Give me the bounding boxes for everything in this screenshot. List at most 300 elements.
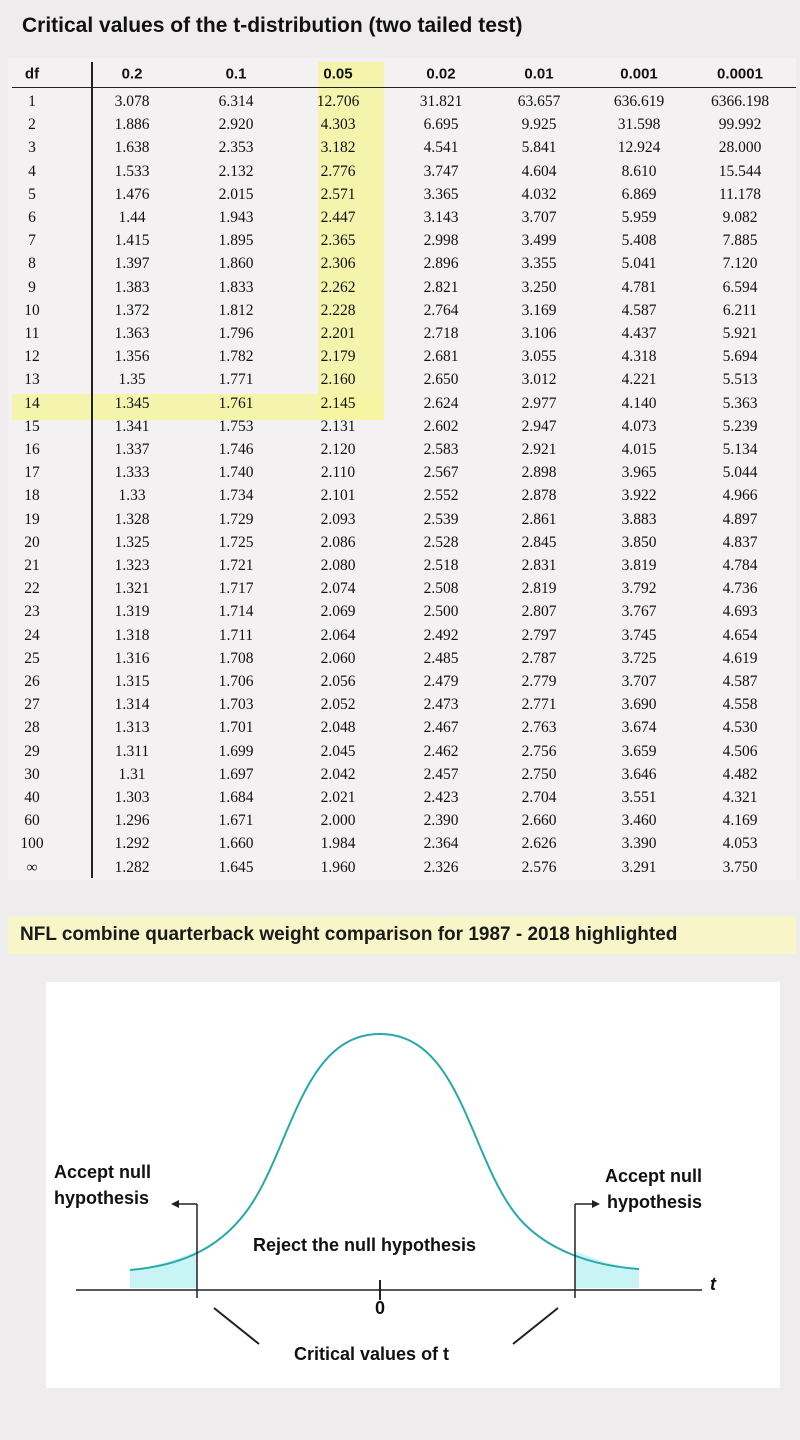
- table-cell: 1.337: [114, 441, 150, 458]
- table-cell: 3.750: [722, 858, 758, 876]
- table-row-df: 100: [20, 835, 44, 853]
- table-cell: 3.745: [621, 626, 657, 644]
- table-cell: 1.671: [218, 812, 254, 830]
- table-cell: 1.314: [114, 696, 150, 714]
- table-cell: 3.707: [521, 209, 557, 226]
- table-cell: 12.706: [316, 93, 360, 110]
- table-cell: 6366.198: [710, 93, 770, 110]
- table-cell: 4.781: [621, 278, 657, 296]
- table-cell: 2.508: [423, 580, 459, 598]
- right-label-line1: Accept null: [605, 1166, 703, 1186]
- column-header-p-0-0001: 0.0001: [717, 65, 763, 83]
- table-cell: 1.33: [118, 487, 146, 505]
- table-cell: 2.998: [423, 232, 459, 250]
- table-cell: 5.041: [621, 255, 657, 273]
- table-cell: 4.073: [621, 417, 657, 435]
- table-cell: 1.886: [114, 116, 150, 134]
- table-cell: 4.736: [722, 580, 758, 598]
- table-cell: 3.767: [621, 603, 657, 621]
- caption-box: [8, 916, 796, 954]
- left-label-line2: hypothesis: [54, 1188, 150, 1208]
- table-cell: 2.160: [320, 371, 356, 389]
- table-cell: 1.311: [114, 742, 150, 760]
- table-cell: 2.779: [521, 673, 557, 690]
- table-cell: 6.594: [722, 278, 758, 296]
- table-cell: 4.966: [722, 487, 758, 505]
- table-cell: 2.086: [320, 533, 356, 551]
- table-cell: 5.513: [722, 371, 758, 389]
- table-cell: 3.012: [521, 371, 557, 389]
- table-cell: 3.674: [621, 719, 657, 737]
- table-cell: 1.315: [114, 673, 150, 690]
- table-cell: 2.045: [320, 742, 356, 760]
- table-row-df: 1: [28, 93, 36, 110]
- table-cell: 5.959: [621, 209, 657, 226]
- table-cell: 2.583: [423, 441, 459, 458]
- table-cell: 2.479: [423, 673, 459, 690]
- table-cell: 4.506: [722, 742, 758, 760]
- column-header-p-0-1: 0.1: [225, 65, 247, 83]
- table-cell: 1.721: [218, 557, 254, 574]
- table-cell: 3.365: [423, 185, 459, 203]
- table-row-df: 21: [24, 557, 40, 574]
- table-cell: 3.850: [621, 533, 657, 551]
- table-cell: 5.363: [722, 394, 758, 412]
- table-cell: 2.120: [320, 441, 356, 458]
- table-cell: 3.291: [621, 858, 657, 876]
- table-cell: 1.533: [114, 162, 150, 180]
- column-header-p-0-02: 0.02: [426, 65, 456, 83]
- table-cell: 1.476: [114, 185, 150, 203]
- left-label-line1: Accept null: [54, 1162, 152, 1182]
- table-cell: 3.725: [621, 649, 657, 667]
- table-cell: 2.326: [423, 858, 459, 876]
- table-cell: 1.341: [114, 417, 150, 435]
- table-cell: 4.897: [722, 510, 758, 528]
- table-cell: 2.201: [320, 325, 356, 342]
- table-cell: 2.718: [423, 325, 459, 342]
- table-cell: 2.021: [320, 789, 356, 806]
- table-cell: 4.558: [722, 696, 758, 714]
- table-row-df: 11: [24, 325, 40, 342]
- table-row-df: 16: [24, 441, 40, 458]
- table-cell: 9.082: [722, 209, 758, 226]
- table-cell: 2.457: [423, 765, 459, 783]
- table-cell: 1.753: [218, 417, 254, 435]
- table-row-df: 2: [28, 116, 36, 134]
- table-row-df: ∞: [26, 858, 38, 876]
- table-cell: 4.140: [621, 394, 657, 412]
- page-title: Critical values of the t-distribution (two tailed test): [22, 14, 523, 37]
- table-cell: 1.746: [218, 441, 254, 458]
- column-header-p-0-01: 0.01: [524, 65, 554, 83]
- table-cell: 2.080: [320, 557, 356, 574]
- right-pointer-line: [513, 1308, 558, 1344]
- table-cell: 5.694: [722, 348, 758, 366]
- table-cell: 2.492: [423, 626, 459, 644]
- table-cell: 1.729: [218, 510, 254, 528]
- table-cell: 3.143: [423, 209, 459, 226]
- table-cell: 2.093: [320, 510, 356, 528]
- table-cell: 1.318: [114, 626, 150, 644]
- table-cell: 2.821: [423, 278, 459, 296]
- table-cell: 2.048: [320, 719, 356, 737]
- table-cell: 4.837: [722, 533, 758, 551]
- critical-values-label: Critical values of t: [294, 1344, 450, 1364]
- table-cell: 1.725: [218, 533, 254, 551]
- table-cell: 2.787: [521, 649, 557, 667]
- column-header-df: df: [24, 65, 40, 83]
- table-cell: 1.796: [218, 325, 254, 342]
- table-cell: 3.747: [423, 162, 459, 180]
- table-cell: 5.408: [621, 232, 657, 250]
- table-cell: 2.921: [521, 441, 557, 458]
- table-cell: 2.797: [521, 626, 557, 644]
- table-row-df: 23: [24, 603, 40, 621]
- table-cell: 1.740: [218, 464, 254, 482]
- table-cell: 63.657: [517, 93, 561, 110]
- table-row-df: 22: [24, 580, 40, 598]
- table-cell: 1.761: [218, 394, 254, 412]
- table-divider-vertical: [91, 62, 93, 878]
- table-row-df: 17: [24, 464, 40, 482]
- table-cell: 1.397: [114, 255, 150, 273]
- table-cell: 2.131: [320, 417, 356, 435]
- table-cell: 1.325: [114, 533, 150, 551]
- table-cell: 2.660: [521, 812, 557, 830]
- table-row-df: 27: [24, 696, 40, 714]
- table-cell: 3.055: [521, 348, 557, 366]
- table-cell: 1.697: [218, 765, 254, 783]
- table-cell: 1.328: [114, 510, 150, 528]
- table-cell: 4.784: [722, 557, 758, 574]
- table-cell: 2.602: [423, 417, 459, 435]
- right-label-line2: hypothesis: [607, 1192, 703, 1212]
- table-cell: 1.31: [118, 765, 146, 783]
- table-cell: 2.056: [320, 673, 356, 690]
- table-cell: 1.345: [114, 394, 150, 412]
- table-cell: 2.626: [521, 835, 557, 853]
- table-cell: 2.042: [320, 765, 356, 783]
- table-cell: 3.355: [521, 255, 557, 273]
- table-row-df: 5: [28, 185, 36, 203]
- table-cell: 4.604: [521, 162, 557, 180]
- table-cell: 1.960: [320, 858, 356, 876]
- table-cell: 1.372: [114, 301, 150, 319]
- table-cell: 1.699: [218, 742, 254, 760]
- table-cell: 3.819: [621, 557, 657, 574]
- table-cell: 1.303: [114, 789, 150, 806]
- table-cell: 2.650: [423, 371, 459, 389]
- table-cell: 5.239: [722, 417, 758, 435]
- table-cell: 1.415: [114, 232, 150, 250]
- table-cell: 2.756: [521, 742, 557, 760]
- table-cell: 1.708: [218, 649, 254, 667]
- table-cell: 3.460: [621, 812, 657, 830]
- table-cell: 2.228: [320, 301, 356, 319]
- table-cell: 1.319: [114, 603, 150, 621]
- right-arrow-icon: [592, 1200, 600, 1208]
- table-cell: 1.714: [218, 603, 254, 621]
- table-cell: 3.551: [621, 789, 657, 806]
- table-cell: 7.120: [722, 255, 758, 273]
- table-cell: 1.711: [218, 626, 254, 644]
- table-row-df: 6: [28, 209, 36, 226]
- table-row-df: 3: [28, 139, 36, 157]
- table-cell: 1.383: [114, 278, 150, 296]
- table-cell: 4.015: [621, 441, 657, 458]
- table-cell: 2.462: [423, 742, 459, 760]
- table-cell: 3.792: [621, 580, 657, 598]
- table-row-df: 18: [24, 487, 40, 505]
- table-row-df: 26: [24, 673, 40, 690]
- table-cell: 2.060: [320, 649, 356, 667]
- table-cell: 2.473: [423, 696, 459, 714]
- table-cell: 28.000: [718, 139, 762, 157]
- table-cell: 1.943: [218, 209, 254, 226]
- table-cell: 2.069: [320, 603, 356, 621]
- table-cell: 1.703: [218, 696, 254, 714]
- table-cell: 2.353: [218, 139, 254, 157]
- table-row-df: 28: [24, 719, 40, 737]
- table-cell: 1.660: [218, 835, 254, 853]
- table-cell: 1.734: [218, 487, 254, 505]
- table-cell: 1.321: [114, 580, 150, 598]
- table-cell: 2.518: [423, 557, 459, 574]
- zero-label: 0: [375, 1298, 386, 1318]
- column-header-p-0-2: 0.2: [121, 65, 143, 83]
- table-cell: 2.819: [521, 580, 557, 598]
- table-cell: 11.178: [718, 185, 762, 203]
- table-cell: 15.544: [718, 162, 762, 180]
- table-cell: 1.701: [218, 719, 254, 737]
- table-cell: 1.356: [114, 348, 150, 366]
- table-cell: 3.707: [621, 673, 657, 690]
- t-distribution-diagram: [46, 982, 780, 1388]
- table-cell: 4.619: [722, 649, 758, 667]
- table-cell: 2.947: [521, 417, 557, 435]
- table-cell: 1.323: [114, 557, 150, 574]
- table-row-df: 20: [24, 533, 40, 551]
- table-cell: 2.763: [521, 719, 557, 737]
- table-row-df: 19: [24, 510, 40, 528]
- table-cell: 1.638: [114, 139, 150, 157]
- table-cell: 2.365: [320, 232, 356, 250]
- table-cell: 4.693: [722, 603, 758, 621]
- table-cell: 1.860: [218, 255, 254, 273]
- table-cell: 6.314: [218, 93, 254, 110]
- table-cell: 2.831: [521, 557, 557, 574]
- table-row-df: 8: [28, 255, 36, 273]
- table-cell: 2.423: [423, 789, 459, 806]
- table-cell: 2.500: [423, 603, 459, 621]
- table-cell: 2.576: [521, 858, 557, 876]
- table-cell: 1.984: [320, 835, 356, 853]
- table-cell: 4.587: [722, 673, 758, 690]
- table-cell: 12.924: [617, 139, 661, 157]
- table-row-df: 60: [24, 812, 40, 830]
- table-cell: 3.965: [621, 464, 657, 482]
- table-cell: 2.528: [423, 533, 459, 551]
- axis-label: t: [710, 1274, 716, 1294]
- diagram-svg: [46, 982, 780, 1388]
- table-cell: 4.587: [621, 301, 657, 319]
- table-cell: 2.681: [423, 348, 459, 366]
- column-header-p-0-05: 0.05: [323, 65, 353, 83]
- caption-text: NFL combine quarterback weight comparison for 1987 - 2018 highlighted: [20, 924, 678, 945]
- table-cell: 8.610: [621, 162, 657, 180]
- table-cell: 2.845: [521, 533, 557, 551]
- table-cell: 2.567: [423, 464, 459, 482]
- right-tail-region: [575, 1251, 639, 1288]
- table-cell: 636.619: [613, 93, 665, 110]
- table-cell: 2.262: [320, 278, 356, 296]
- table-cell: 2.624: [423, 394, 459, 412]
- table-cell: 1.895: [218, 232, 254, 250]
- table-cell: 4.321: [722, 789, 758, 806]
- table-cell: 2.920: [218, 116, 254, 134]
- table-cell: 2.704: [521, 789, 557, 806]
- table-cell: 3.182: [320, 139, 356, 157]
- table-cell: 3.078: [114, 93, 150, 110]
- table-cell: 2.390: [423, 812, 459, 830]
- table-cell: 2.539: [423, 510, 459, 528]
- table-cell: 2.776: [320, 162, 356, 180]
- table-cell: 2.052: [320, 696, 356, 714]
- table-cell: 1.292: [114, 835, 150, 853]
- table-cell: 3.690: [621, 696, 657, 714]
- table-cell: 1.363: [114, 325, 150, 342]
- table-cell: 1.282: [114, 858, 150, 876]
- table-cell: 2.571: [320, 185, 356, 203]
- table-row-df: 24: [24, 626, 40, 644]
- table-cell: 2.898: [521, 464, 557, 482]
- table-cell: 1.833: [218, 278, 254, 296]
- table-cell: 4.318: [621, 348, 657, 366]
- table-cell: 5.841: [521, 139, 557, 157]
- table-cell: 3.390: [621, 835, 657, 853]
- table-cell: 1.44: [118, 209, 146, 226]
- table-cell: 31.598: [617, 116, 661, 134]
- table-cell: 3.922: [621, 487, 657, 505]
- table-cell: 99.992: [718, 116, 762, 134]
- table-cell: 2.771: [521, 696, 557, 714]
- table-row-df: 29: [24, 742, 40, 760]
- table-cell: 2.485: [423, 649, 459, 667]
- table-cell: 4.169: [722, 812, 758, 830]
- table-cell: 2.764: [423, 301, 459, 319]
- table-cell: 5.921: [722, 325, 758, 342]
- table-cell: 2.306: [320, 255, 356, 273]
- table-cell: 3.499: [521, 232, 557, 250]
- table-cell: 3.250: [521, 278, 557, 296]
- table-divider-horizontal: [12, 87, 796, 88]
- table-cell: 3.883: [621, 510, 657, 528]
- table-row-df: 4: [28, 162, 36, 180]
- table-cell: 2.110: [320, 464, 356, 482]
- table-cell: 4.053: [722, 835, 758, 853]
- table-cell: 31.821: [419, 93, 463, 110]
- table-cell: 2.896: [423, 255, 459, 273]
- table-cell: 2.064: [320, 626, 356, 644]
- table-cell: 6.695: [423, 116, 459, 134]
- table-cell: 6.211: [722, 301, 758, 319]
- table-cell: 2.074: [320, 580, 356, 598]
- table-cell: 4.482: [722, 765, 758, 783]
- table-cell: 1.717: [218, 580, 254, 598]
- table-row-df: 14: [24, 394, 40, 412]
- table-cell: 1.812: [218, 301, 254, 319]
- table-cell: 4.654: [722, 626, 758, 644]
- table-cell: 4.303: [320, 116, 356, 134]
- table-cell: 1.333: [114, 464, 150, 482]
- table-cell: 4.032: [521, 185, 557, 203]
- table-row-df: 10: [24, 301, 40, 319]
- table-cell: 3.106: [521, 325, 557, 342]
- table-cell: 2.132: [218, 162, 254, 180]
- table-row-df: 15: [24, 417, 40, 435]
- table-cell: 2.015: [218, 185, 254, 203]
- table-row-df: 40: [24, 789, 40, 806]
- table-cell: 1.316: [114, 649, 150, 667]
- table-cell: 1.645: [218, 858, 254, 876]
- table-cell: 1.684: [218, 789, 254, 806]
- table-cell: 2.101: [320, 487, 356, 505]
- table-cell: 2.861: [521, 510, 557, 528]
- table-cell: 2.552: [423, 487, 459, 505]
- table-cell: 6.869: [621, 185, 657, 203]
- left-pointer-line: [214, 1308, 259, 1344]
- table-cell: 5.134: [722, 441, 758, 458]
- table-cell: 2.179: [320, 348, 356, 366]
- left-arrow-icon: [171, 1200, 179, 1208]
- table-cell: 1.35: [118, 371, 146, 389]
- table-cell: 1.313: [114, 719, 150, 737]
- table-cell: 1.782: [218, 348, 254, 366]
- table-cell: 2.878: [521, 487, 557, 505]
- table-row-df: 7: [28, 232, 36, 250]
- table-row-df: 9: [28, 278, 36, 296]
- table-row-df: 12: [24, 348, 40, 366]
- table-cell: 4.530: [722, 719, 758, 737]
- table-cell: 1.296: [114, 812, 150, 830]
- center-label: Reject the null hypothesis: [253, 1235, 477, 1255]
- table-cell: 2.364: [423, 835, 459, 853]
- table-cell: 1.706: [218, 673, 254, 690]
- table-cell: 2.807: [521, 603, 557, 621]
- table-row-df: 30: [24, 765, 40, 783]
- table-cell: 1.771: [218, 371, 254, 389]
- table-cell: 4.437: [621, 325, 657, 342]
- table-cell: 3.169: [521, 301, 557, 319]
- table-cell: 2.447: [320, 209, 356, 226]
- table-cell: 4.221: [621, 371, 657, 389]
- table-cell: 2.145: [320, 394, 356, 412]
- t-distribution-table: [8, 58, 796, 880]
- table-row-df: 25: [24, 649, 40, 667]
- column-header-p-0-001: 0.001: [620, 65, 658, 83]
- table-cell: 2.977: [521, 394, 557, 412]
- table-cell: 3.646: [621, 765, 657, 783]
- table-cell: 3.659: [621, 742, 657, 760]
- table-row-df: 13: [24, 371, 40, 389]
- table-cell: 2.000: [320, 812, 356, 830]
- table-cell: 7.885: [722, 232, 758, 250]
- table-cell: 4.541: [423, 139, 459, 157]
- table-cell: 2.750: [521, 765, 557, 783]
- table-cell: 5.044: [722, 464, 758, 482]
- table-cell: 9.925: [521, 116, 557, 134]
